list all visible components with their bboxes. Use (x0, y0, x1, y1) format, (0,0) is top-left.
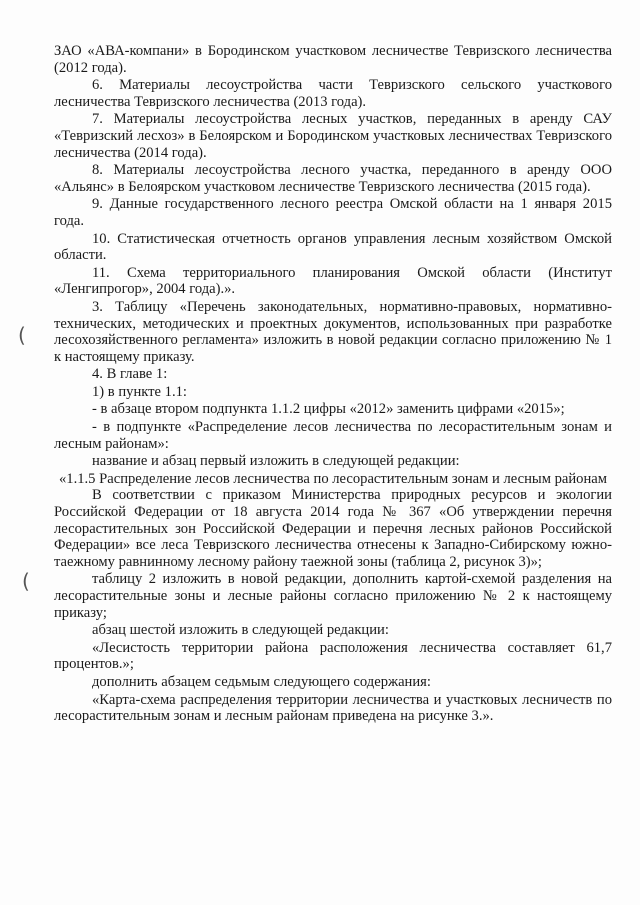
margin-bracket-mark: ( (18, 323, 26, 347)
paragraph: «Карта-схема распределения территории лесничества и участковых лесничеств по лесорастительным зонам и лесным районам приведена на рисунке 3.». (54, 691, 612, 725)
paragraph: 1) в пункте 1.1: (92, 383, 187, 400)
paragraph: 8. Материалы лесоустройства лесного участка, переданного в аренду ООО «Альянс» в Белоярском участковом лесничестве Тевризского лесничества (2015 года). (54, 162, 612, 195)
paragraph: - в абзаце втором подпункта 1.1.2 цифры «2012» заменить цифрами «2015»; (92, 401, 565, 418)
paragraph: 4. В главе 1: (92, 366, 168, 383)
margin-bracket-mark: ( (22, 569, 30, 593)
paragraph: 9. Данные государственного лесного реестра Омской области на 1 января 2015 года. (54, 196, 612, 229)
paragraph: ЗАО «АВА-компани» в Бородинском участковом лесничестве Тевризского лесничества (2012 года). (54, 43, 612, 76)
paragraph: «Лесистость территории района расположения лесничества составляет 61,7 процентов.»; (54, 639, 612, 673)
paragraph: 11. Схема территориального планирования Омской области (Институт «Ленгипрогор», 2004 года).». (54, 264, 612, 298)
paragraph: В соответствии с приказом Министерства природных ресурсов и экологии Российской Федерации от 18 августа 2014 года № 367 «Об утверждении перечня лесорастительных зон Российской Федерации и перечня лесных районов Российской Федерации» все леса Тевризского лесничества отнесены к Западно-Сибирскому южно-таежному равнинному лесному району таежной зоны (таблица 2, рисунок 3)»; (54, 487, 612, 570)
section-heading: «1.1.5 Распределение лесов лесничества по лесорастительным зонам и лесным районам (58, 470, 607, 487)
paragraph: 7. Материалы лесоустройства лесных участков, переданных в аренду САУ «Тевризский лесхоз» в Белоярском и Бородинском участковых лесничествах Тевризского лесничества (2014 года). (54, 111, 612, 161)
paragraph: - в подпункте «Распределение лесов лесничества по лесорастительным зонам и лесным районам»: (54, 419, 612, 452)
paragraph: 10. Статистическая отчетность органов управления лесным хозяйством Омской области. (54, 230, 612, 264)
paragraph: 6. Материалы лесоустройства части Тевризского сельского участкового лесничества Тевризского лесничества (2013 года). (54, 77, 612, 110)
paragraph: таблицу 2 изложить в новой редакции, дополнить картой-схемой разделения на лесорастительные зоны и лесные районы согласно приложению № 2 к настоящему приказу; (54, 571, 612, 621)
document-page (54, 43, 612, 726)
paragraph: название и абзац первый изложить в следующей редакции: (92, 453, 460, 470)
paragraph: дополнить абзацем седьмым следующего содержания: (92, 673, 431, 690)
paragraph: абзац шестой изложить в следующей редакции: (92, 622, 389, 639)
paragraph: 3. Таблицу «Перечень законодательных, нормативно-правовых, нормативно-технических, методических и проектных документов, использованных при разработке лесохозяйственного регламента» изложить в новой редакции согласно приложению № 1 к настоящему приказу. (54, 298, 612, 365)
